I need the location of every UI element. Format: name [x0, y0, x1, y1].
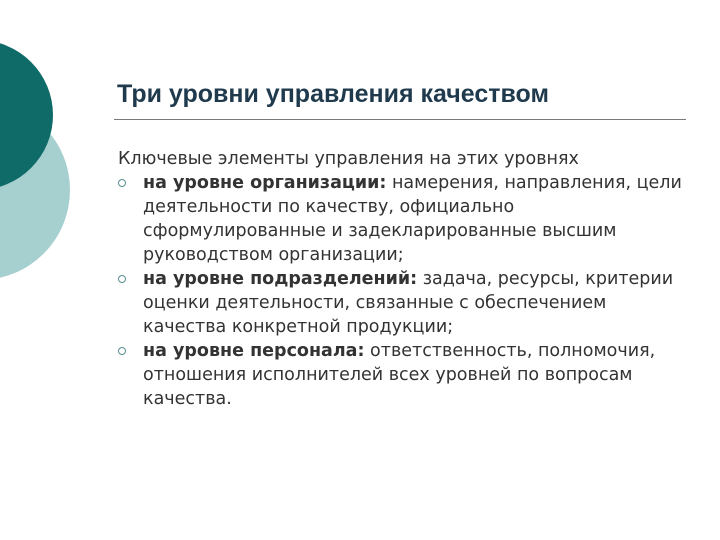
item-text: задача, ресурсы, критерии оценки деятельности, связанные с обеспечением качества конкретной продукции; — [143, 269, 674, 337]
circle-bullet-icon — [118, 179, 126, 187]
item-term: на уровне организации: — [143, 173, 387, 193]
title-divider — [114, 119, 686, 120]
levels-list — [118, 171, 693, 411]
slide-title: Три уровни управления качеством — [117, 80, 549, 108]
decorative-circles — [0, 0, 120, 300]
item-term: на уровне персонала: — [143, 341, 365, 361]
list-item-personnel — [118, 339, 693, 411]
item-text: намерения, направления, цели деятельности по качеству, официально сформулированные и задекларированные высшим руководством организации; — [143, 173, 682, 265]
circle-bullet-icon — [118, 347, 126, 355]
list-item-organization — [118, 171, 693, 267]
slide-body — [118, 147, 693, 411]
intro-text: Ключевые элементы управления на этих уровнях — [118, 149, 579, 169]
item-text: ответственность, полномочия, отношения исполнителей всех уровней по вопросам качества. — [143, 341, 656, 409]
item-term: на уровне подразделений: — [143, 269, 418, 289]
circle-bullet-icon — [118, 275, 126, 283]
list-item-departments — [118, 267, 693, 339]
